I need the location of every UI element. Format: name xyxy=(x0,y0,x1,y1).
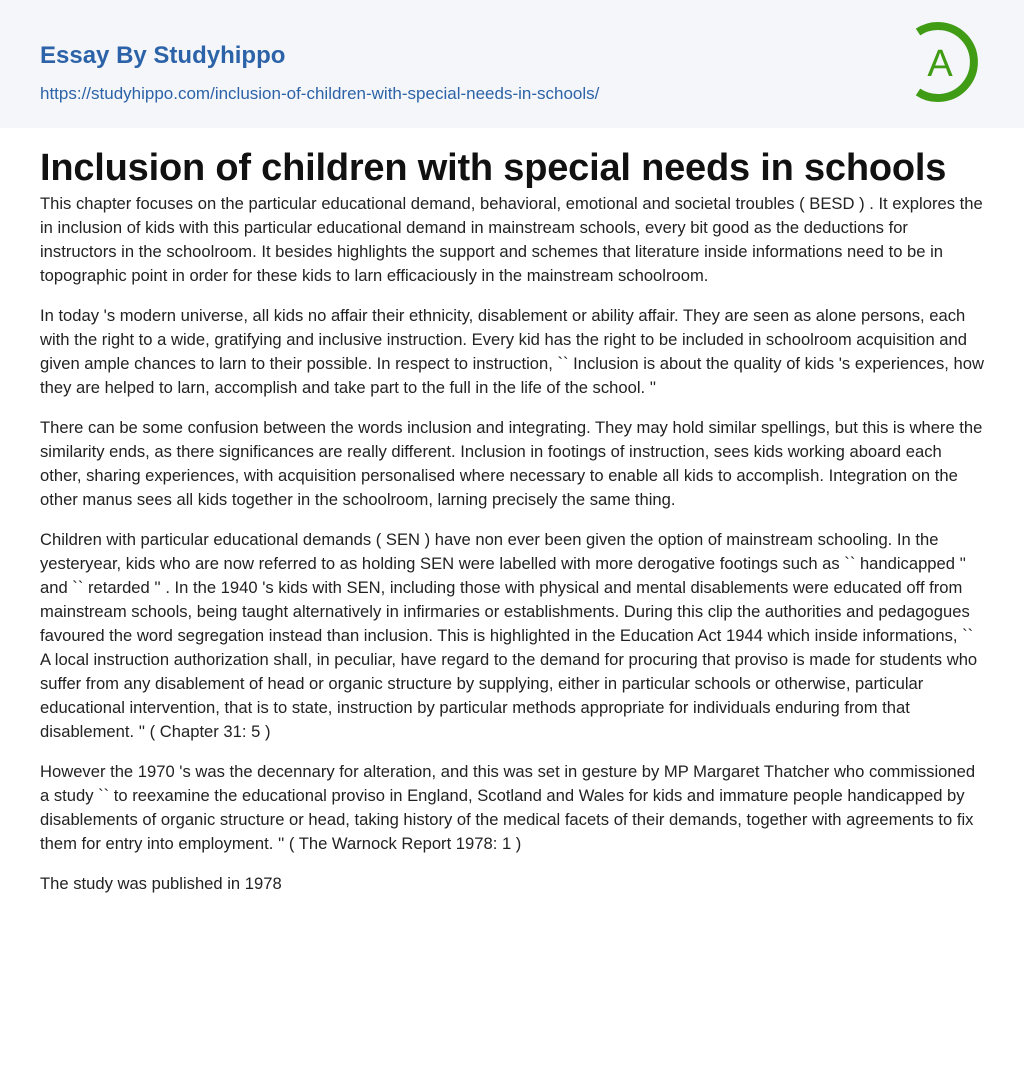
paragraph: This chapter focuses on the particular educational demand, behavioral, emotional and societal troubles ( BESD ) . It explores the in inclusion of kids with this particular educational demand in mainstream schools, every bit good as the deductions for instructors in the schoolroom. It besides highlights the support and schemes that literature inside informations need to be in topographic point in order for these kids to larn efficaciously in the mainstream schoolroom. xyxy=(40,194,983,285)
paragraph: Children with particular educational demands ( SEN ) have non ever been given the option of mainstream schooling. In the yesteryear, kids who are now referred to as holding SEN were labelled with more derogative footings such as `` handicapped '' and `` retarded '' . In the 1940 's kids with SEN, including those with physical and mental disablements were educated off from mainstream schools, being taught alternatively in infirmaries or establishments. During this clip the authorities and pedagogues favoured the word segregation instead than inclusion. This is highlighted in the Education Act 1944 which inside informations, `` A local instruction authorization shall, in peculiar, have regard to the demand for procuring that proviso is made for students who suffer from any disablement of head or organic structure by supplying, either in particular schools or otherwise, particular educational intervention, that is to state, instruction by particular methods appropriate for individuals enduring from that disablement. '' ( Chapter 31: 5 ) xyxy=(40,530,978,741)
paragraph: The study was published in 1978 xyxy=(40,874,282,893)
article-url-link[interactable]: https://studyhippo.com/inclusion-of-children-with-special-needs-in-schools/ xyxy=(40,84,600,103)
logo-letter: A xyxy=(927,43,953,85)
site-header xyxy=(0,0,1024,128)
article-title: Inclusion of children with special needs in schools xyxy=(40,147,947,189)
brand-title: Essay By Studyhippo xyxy=(40,42,286,69)
paragraph: However the 1970 's was the decennary for alteration, and this was set in gesture by MP Margaret Thatcher who commissioned a study `` to reexamine the educational proviso in England, Scotland and Wales for kids and immature people handicapped by disablements of organic structure or head, taking history of the medical facets of their demands, together with agreements to fix them for entry into employment. '' ( The Warnock Report 1978: 1 ) xyxy=(40,762,976,853)
studyhippo-logo-icon[interactable] xyxy=(908,18,988,106)
paragraph: In today 's modern universe, all kids no affair their ethnicity, disablement or ability affair. They are seen as alone persons, each with the right to a wide, gratifying and inclusive instruction. Every kid has the right to be included in schoolroom acquisition and given ample chances to larn to their possible. In respect to instruction, `` Inclusion is about the quality of kids 's experiences, how they are helped to larn, accomplish and take part to the full in the life of the school. '' xyxy=(40,306,984,397)
article xyxy=(0,128,1024,896)
paragraph: There can be some confusion between the words inclusion and integrating. They may hold similar spellings, but this is where the similarity ends, as there significances are really different. Inclusion in footings of instruction, sees kids working aboard each other, sharing experiences, with acquisition personalised where necessary to enable all kids to accomplish. Integration on the other manus sees all kids together in the schoolroom, larning precisely the same thing. xyxy=(40,418,983,509)
